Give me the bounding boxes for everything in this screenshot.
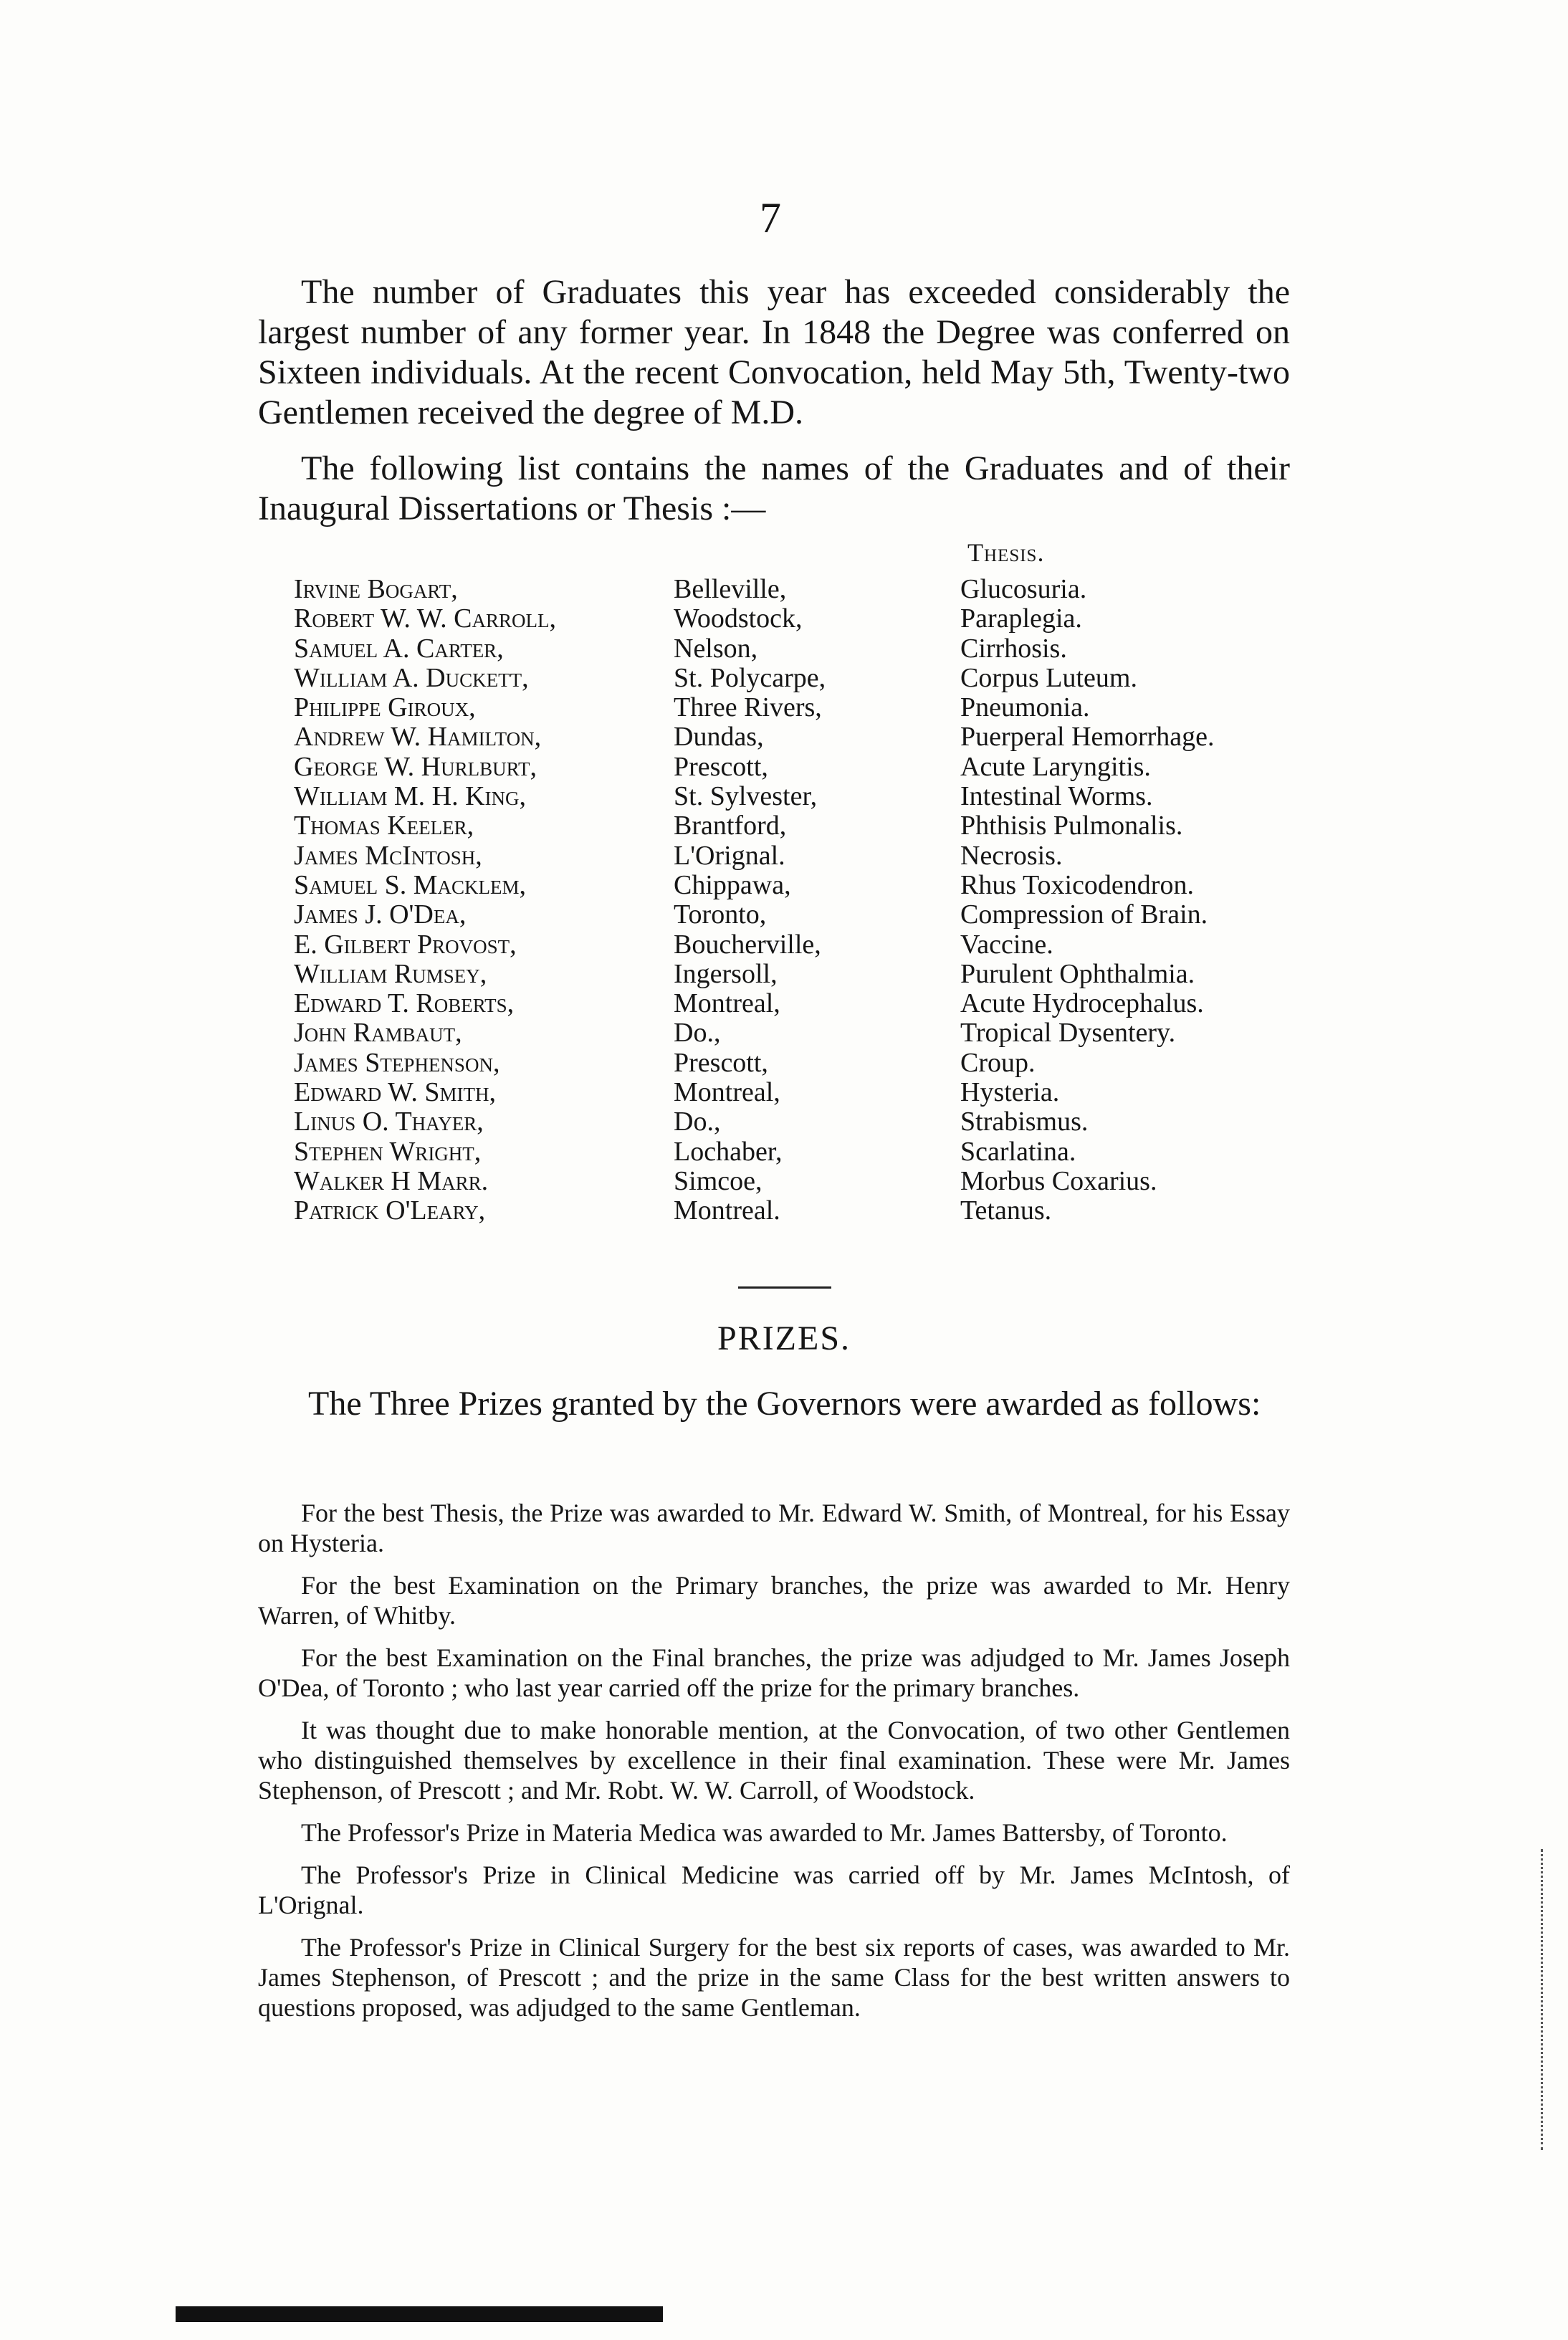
graduate-thesis: Acute Hydrocephalus. xyxy=(960,988,1204,1019)
graduate-place: Montreal, xyxy=(674,1077,780,1108)
graduate-thesis: Intestinal Worms. xyxy=(960,781,1153,812)
graduate-row xyxy=(294,869,1297,899)
graduate-row xyxy=(294,988,1297,1017)
graduate-place: Woodstock, xyxy=(674,603,803,634)
graduate-row xyxy=(294,1047,1297,1076)
graduate-name: Irvine Bogart, xyxy=(294,574,458,604)
graduate-place: Three Rivers, xyxy=(674,692,822,723)
graduate-row xyxy=(294,751,1297,780)
graduates-list xyxy=(294,573,1297,1225)
prize-paragraph: For the best Examination on the Final branches, the prize was adjudged to Mr. James Joseph O'Dea, of Toronto ; who last year carried off the prize for the primary branches. xyxy=(258,1643,1290,1702)
graduate-place: St. Sylvester, xyxy=(674,781,818,812)
graduate-place: Simcoe, xyxy=(674,1165,763,1196)
intro-paragraph: The following list contains the names of the Graduates and of their Inaugural Dissertations or Thesis :— xyxy=(258,449,1290,527)
graduate-row xyxy=(294,633,1297,662)
prizes-heading: PRIZES. xyxy=(717,1319,851,1357)
prize-paragraph: The Professor's Prize in Materia Medica was awarded to Mr. James Battersby, of Toronto. xyxy=(301,1818,1228,1847)
graduate-name: Patrick O'Leary, xyxy=(294,1195,486,1226)
graduate-row xyxy=(294,1017,1297,1049)
graduate-row xyxy=(294,573,1297,603)
graduate-thesis: Cirrhosis. xyxy=(960,633,1067,664)
graduate-place: Chippawa, xyxy=(674,869,791,900)
prizes-intro: The Three Prizes granted by the Governors were awarded as follows: xyxy=(308,1385,1261,1423)
graduate-name: James J. O'Dea, xyxy=(294,899,467,930)
graduate-place: Prescott, xyxy=(674,751,768,782)
graduate-thesis: Phthisis Pulmonalis. xyxy=(960,811,1183,841)
graduate-row xyxy=(294,780,1297,810)
graduate-name: Andrew W. Hamilton, xyxy=(294,722,542,753)
graduate-row xyxy=(294,1136,1297,1165)
graduate-name: Philippe Giroux, xyxy=(294,692,476,723)
graduate-name: Edward T. Roberts, xyxy=(294,988,515,1019)
graduate-thesis: Tropical Dysentery. xyxy=(960,1018,1176,1049)
graduate-name: James McIntosh, xyxy=(294,840,482,871)
graduate-row xyxy=(294,840,1297,869)
prize-paragraph: The Professor's Prize in Clinical Surgery for the best six reports of cases, was awarded to Mr. James Stephenson, of Prescott ; and the prize in the same Class for the best written answers to questions proposed, was adjudged to the same Gentleman. xyxy=(258,1933,1290,2022)
graduate-thesis: Tetanus. xyxy=(960,1195,1052,1226)
graduate-name: William A. Duckett, xyxy=(294,662,529,693)
graduate-place: Do., xyxy=(674,1018,721,1049)
graduate-name: John Rambaut, xyxy=(294,1018,462,1049)
graduate-row xyxy=(294,1195,1297,1224)
prize-paragraph: It was thought due to make honorable mention, at the Convocation, of two other Gentlemen who distinguished themselves by excellence in their final examination. These were Mr. James Stephenson, of Prescott ; and Mr. Robt. W. W. Carroll, of Woodstock. xyxy=(258,1716,1290,1805)
graduate-thesis: Morbus Coxarius. xyxy=(960,1165,1157,1196)
graduate-row xyxy=(294,810,1297,839)
prize-paragraph: For the best Thesis, the Prize was awarded to Mr. Edward W. Smith, of Montreal, for his Essay on Hysteria. xyxy=(258,1499,1290,1557)
graduate-place: Dundas, xyxy=(674,722,764,753)
graduate-thesis: Strabismus. xyxy=(960,1107,1089,1137)
graduate-thesis: Necrosis. xyxy=(960,840,1063,871)
graduate-thesis: Puerperal Hemorrhage. xyxy=(960,722,1215,753)
graduate-row xyxy=(294,721,1297,753)
graduate-thesis: Rhus Toxicodendron. xyxy=(960,869,1194,900)
graduate-place: Lochaber, xyxy=(674,1136,783,1167)
graduate-row xyxy=(294,958,1297,988)
graduate-place: Brantford, xyxy=(674,811,787,841)
graduate-thesis: Compression of Brain. xyxy=(960,899,1208,930)
graduate-name: Walker H Marr. xyxy=(294,1165,489,1196)
graduate-row xyxy=(294,1106,1297,1135)
graduate-place: St. Polycarpe, xyxy=(674,662,826,693)
graduate-place: Montreal, xyxy=(674,988,780,1019)
scan-edge-bar xyxy=(176,2306,663,2322)
graduate-row xyxy=(294,1165,1297,1195)
graduate-place: Ingersoll, xyxy=(674,958,778,989)
graduate-name: E. Gilbert Provost, xyxy=(294,929,517,960)
graduate-thesis: Vaccine. xyxy=(960,929,1053,960)
graduate-name: Robert W. W. Carroll, xyxy=(294,603,556,634)
graduate-name: James Stephenson, xyxy=(294,1047,500,1078)
prize-paragraph: For the best Examination on the Primary branches, the prize was awarded to Mr. Henry Warren, of Whitby. xyxy=(258,1571,1290,1630)
intro-paragraph: The number of Graduates this year has exceeded considerably the largest number of any former year. In 1848 the Degree was conferred on Sixteen individuals. At the recent Convocation, held May 5th, Twenty-two Gentlemen received the degree of M.D. xyxy=(258,273,1290,431)
graduate-name: Linus O. Thayer, xyxy=(294,1107,484,1137)
graduate-name: Stephen Wright, xyxy=(294,1136,482,1167)
graduate-row xyxy=(294,929,1297,958)
graduate-place: Nelson, xyxy=(674,633,758,664)
graduate-place: L'Orignal. xyxy=(674,840,785,871)
graduate-name: Edward W. Smith, xyxy=(294,1077,497,1108)
graduate-thesis: Scarlatina. xyxy=(960,1136,1076,1167)
graduate-place: Prescott, xyxy=(674,1047,768,1078)
section-divider xyxy=(738,1286,831,1289)
graduate-row xyxy=(294,1076,1297,1106)
graduate-row xyxy=(294,603,1297,632)
graduate-thesis: Croup. xyxy=(960,1047,1036,1078)
graduate-place: Toronto, xyxy=(674,899,767,930)
graduate-thesis: Corpus Luteum. xyxy=(960,662,1137,693)
graduate-thesis: Purulent Ophthalmia. xyxy=(960,958,1195,989)
graduate-row xyxy=(294,899,1297,928)
graduate-thesis: Hysteria. xyxy=(960,1077,1060,1108)
graduate-name: William M. H. King, xyxy=(294,781,527,812)
graduate-thesis: Paraplegia. xyxy=(960,603,1082,634)
graduate-name: Samuel S. Macklem, xyxy=(294,869,527,900)
prize-paragraph: The Professor's Prize in Clinical Medicine was carried off by Mr. James McIntosh, of L'Orignal. xyxy=(258,1861,1290,1919)
graduate-thesis: Acute Laryngitis. xyxy=(960,751,1151,782)
graduate-row xyxy=(294,662,1297,692)
intro-section xyxy=(258,272,1290,545)
graduate-place: Boucherville, xyxy=(674,929,821,960)
page-number: 7 xyxy=(760,194,781,242)
graduate-name: William Rumsey, xyxy=(294,958,487,989)
graduate-row xyxy=(294,692,1297,721)
graduate-place: Montreal. xyxy=(674,1195,780,1226)
graduate-name: Samuel A. Carter, xyxy=(294,633,504,664)
graduate-name: George W. Hurlburt, xyxy=(294,751,537,782)
thesis-column-header: Thesis. xyxy=(967,538,1045,567)
graduate-thesis: Glucosuria. xyxy=(960,574,1087,604)
graduate-thesis: Pneumonia. xyxy=(960,692,1090,723)
graduate-place: Do., xyxy=(674,1107,721,1137)
prizes-section xyxy=(258,1498,1290,2035)
graduate-name: Thomas Keeler, xyxy=(294,811,474,841)
margin-marks xyxy=(1541,1849,1547,2150)
graduate-place: Belleville, xyxy=(674,574,787,604)
